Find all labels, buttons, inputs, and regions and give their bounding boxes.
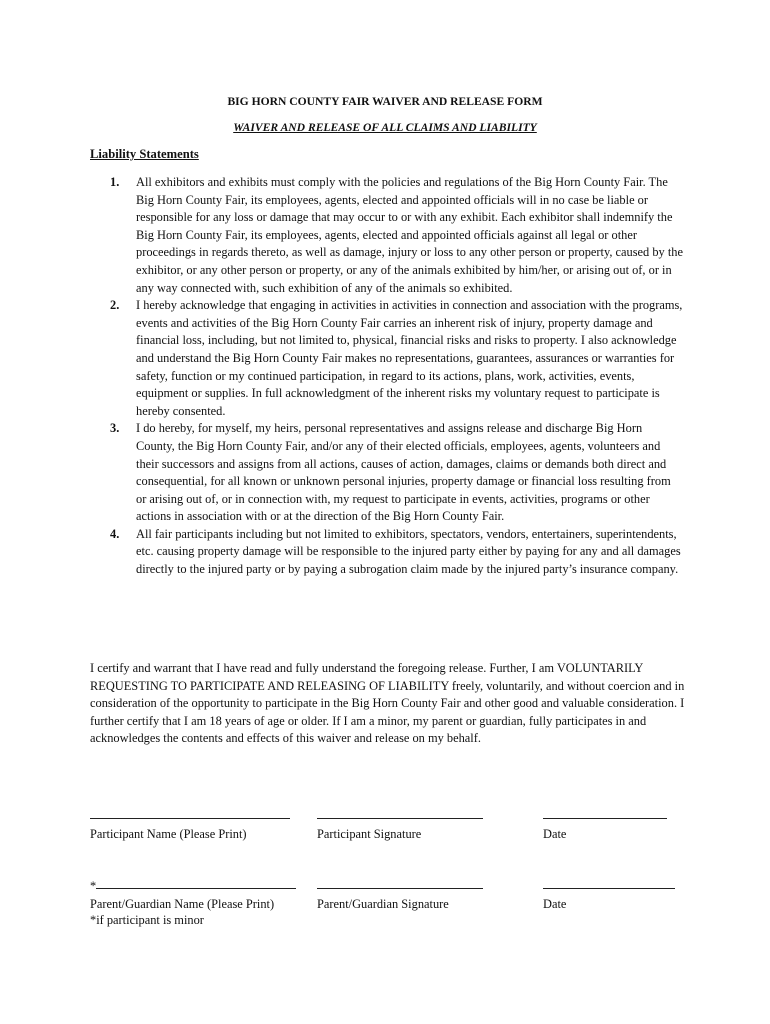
participant-signature-row [90,808,690,848]
guardian-name-line[interactable] [96,878,296,889]
statement-item [110,174,684,297]
statement-number: 1. [110,175,120,189]
guardian-date-block [543,878,675,914]
guardian-marker: * [90,879,97,893]
participant-name-line[interactable] [90,808,290,819]
guardian-date-line[interactable] [543,878,675,889]
document-subtitle: WAIVER AND RELEASE OF ALL CLAIMS AND LIABILITY [233,121,537,134]
participant-signature-block [317,808,483,844]
guardian-name-block [90,878,296,914]
document-title: BIG HORN COUNTY FAIR WAIVER AND RELEASE FORM [227,95,543,108]
participant-date-label: Date [543,827,567,841]
guardian-name-label: Parent/Guardian Name (Please Print) [90,897,275,911]
statement-number: 3. [110,421,120,436]
guardian-signature-line[interactable] [317,878,483,889]
statement-text: I hereby acknowledge that engaging in activities in activities in connection and association with the programs, events and activities of the Big Horn County Fair carries an inherent risk of injury, property damage and financial loss, including, but not limited to, physical, financial risks and risks to property. I also acknowledge and understand the Big Horn County Fair makes no representations, guarantees, assurances or warranties for safety, function or my continued participation, in regard to its actions, plans, work, activities, events, equipment or supplies. In full acknowledgment of the inherent risks my voluntary request to participate is hereby consented. [136,298,683,418]
statement-text: I do hereby, for myself, my heirs, personal representatives and assigns release and discharge Big Horn County, the Big Horn County Fair, and/or any of their elected officials, employees, agents, volunteers and their successors and assigns from all actions, causes of action, damages, claims or demands both direct and consequential, for all known or unknown personal injuries, property damage or financial loss resulting from or arising out of, or in connection with, my request to participate in events, activities, programs or other actions in association with or at the direction of the Big Horn County Fair. [136,421,671,524]
guardian-signature-block [317,878,483,914]
guardian-signature-label: Parent/Guardian Signature [317,897,449,911]
participant-date-block [543,808,667,844]
participant-name-block [90,808,290,844]
statement-item [110,526,684,579]
guardian-date-label: Date [543,897,567,911]
statement-item [110,297,684,420]
participant-signature-label: Participant Signature [317,827,422,841]
minor-note: *if participant is minor [90,913,204,927]
certification-paragraph: I certify and warrant that I have read and fully understand the foregoing release. Further, I am VOLUNTARILY REQUESTING TO PARTICIPATE AND RELEASING OF LIABILITY freely, voluntarily, and without coercion and in consideration of the opportunity to participate in the Big Horn County Fair and other good and valuable consideration. I further certify that I am 18 years of age or older. If I am a minor, my parent or guardian, fully participates in and acknowledges the contents and effects of this waiver and release on my behalf. [90,661,685,746]
participant-signature-line[interactable] [317,808,483,819]
statement-number: 4. [110,526,120,541]
liability-statements-list [110,174,684,579]
section-heading: Liability Statements [90,147,199,161]
statement-text: All exhibitors and exhibits must comply with the policies and regulations of the Big Horn County Fair. The Big Horn County Fair, its employees, agents, elected and appointed officials will in no case be liable or responsible for any loss or damage that may occur to or with any exhibit. Each exhibitor shall indemnify the Big Horn County Fair, its employees, agents, elected and appointed officials against all legal or other proceedings in regards thereto, as well as damage, injury or loss to any other person or property, caused by the exhibitor, or any other person or property, or any of the animals exhibited by him/her, or arising out of, or in any way connected with, such exhibition of any of the animals so exhibited. [136,175,683,295]
participant-date-line[interactable] [543,808,667,819]
statement-number: 2. [110,298,120,313]
participant-name-label: Participant Name (Please Print) [90,827,247,841]
statement-text: All fair participants including but not limited to exhibitors, spectators, vendors, entertainers, superintendents, etc. causing property damage will be responsible to the injured party either by paying for any and all damages directly to the injured party or by paying a subrogation claim made by the injured party’s insurance company. [136,526,681,577]
statement-item [110,420,684,526]
